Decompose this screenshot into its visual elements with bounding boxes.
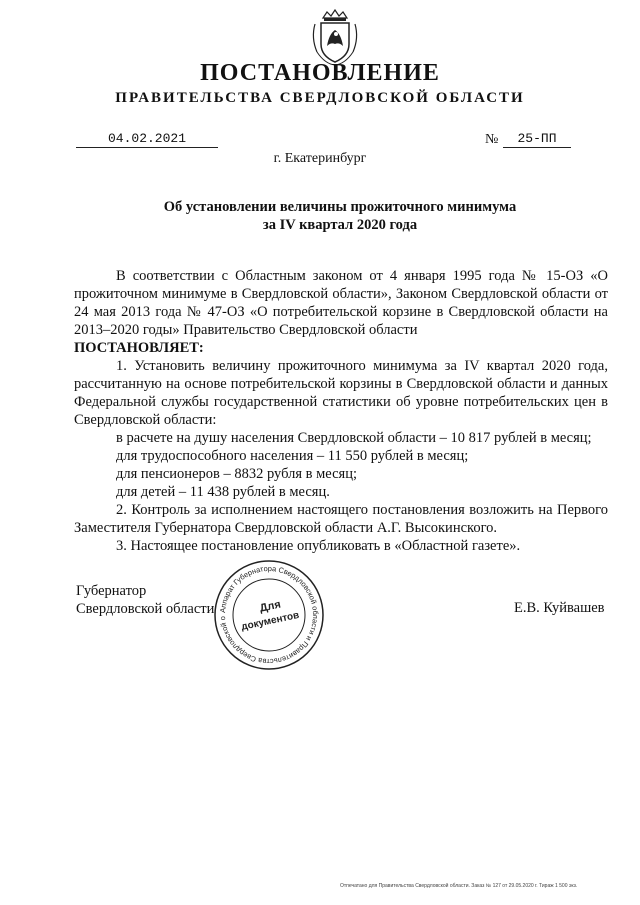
document-subtitle: ПРАВИТЕЛЬСТВА СВЕРДЛОВСКОЙ ОБЛАСТИ <box>115 90 525 106</box>
signatory-name: Е.В. Куйвашев <box>514 600 605 616</box>
preamble: В соответствии с Областным законом от 4 января 1995 года № 15-ОЗ «О прожиточном минимуме в Свердловской области», Законом Свердловской области от 24 мая 2013 года № 47-ОЗ «О потребительской корзине в Свердловской области на 2013–2020 годы» Правительство Свердловской области <box>74 268 608 338</box>
print-info: Отпечатано для Правительства Свердловской области. Заказ № 127 от 29.05.2020 г. Тираж 1 500 экз. <box>340 883 578 889</box>
heading-line-2: за IV квартал 2020 года <box>262 217 418 233</box>
document-date: 04.02.2021 <box>76 131 218 148</box>
list-item: для детей – 11 438 рублей в месяц. <box>116 484 330 500</box>
item-2: 2. Контроль за исполнением настоящего постановления возложить на Первого Заместителя Губернатора Свердловской области А.Г. Высокинского. <box>74 502 608 536</box>
number-sign: № <box>485 132 499 147</box>
coat-of-arms-icon <box>305 8 365 68</box>
position-line-2: Свердловской области <box>76 601 215 617</box>
document-body <box>74 267 608 555</box>
document-number: 25-ПП <box>503 131 571 148</box>
seal-ring-text: Аппарат Губернатора Свердловской области и Правительства Свердловской о <box>217 563 321 667</box>
item-3: 3. Настоящее постановление опубликовать в «Областной газете». <box>116 538 521 554</box>
heading-line-1: Об установлении величины прожиточного минимума <box>163 199 517 215</box>
item-1: 1. Установить величину прожиточного минимума за IV квартал 2020 года, рассчитанную на основе потребительской корзины в Свердловской области и данных Федеральной службы государственной статистики об уровне потребительских цен в Свердловской области: <box>74 358 608 428</box>
seal-center-line-1: Для <box>258 598 282 615</box>
resolves-label: ПОСТАНОВЛЯЕТ: <box>74 340 204 356</box>
signatory-position <box>76 582 214 618</box>
list-item: для пенсионеров – 8832 рубля в месяц; <box>116 466 357 482</box>
official-seal <box>212 558 326 672</box>
round-seal-icon <box>212 558 326 672</box>
document-heading <box>0 198 640 234</box>
position-line-1: Губернатор <box>76 583 147 599</box>
seal-center-line-2: документов <box>240 609 301 633</box>
city: г. Екатеринбург <box>273 151 367 166</box>
list-item: для трудоспособного населения – 11 550 рублей в месяц; <box>116 448 469 464</box>
document-title: ПОСТАНОВЛЕНИЕ <box>200 60 440 86</box>
list-item: в расчете на душу населения Свердловской области – 10 817 рублей в месяц; <box>116 430 592 446</box>
